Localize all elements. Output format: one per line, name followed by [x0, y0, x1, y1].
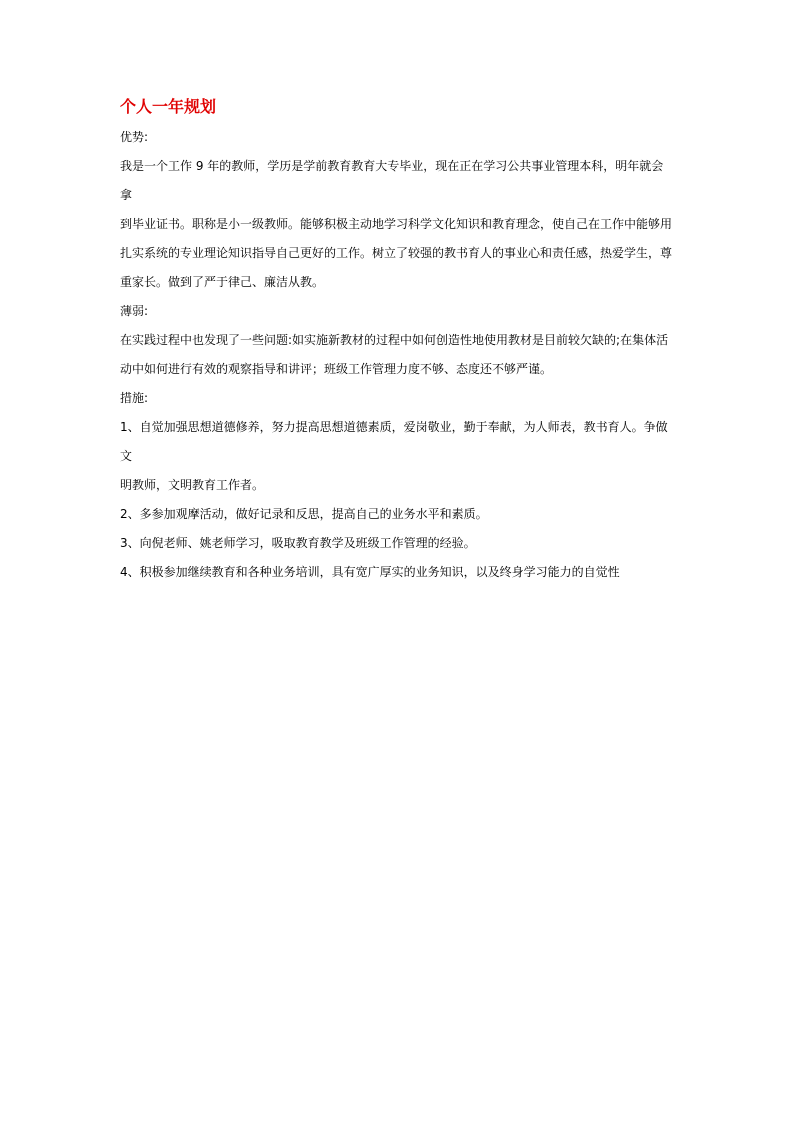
section-heading-measures: 措施: [120, 391, 149, 405]
section-strengths [120, 123, 675, 297]
list-item: 1、自觉加强思想道德修养，努力提高思想道德素质，爱岗敬业，勤于奉献，为人师表，教书育人。争做文 [120, 420, 668, 463]
list-item: 明教师，文明教育工作者。 [120, 478, 265, 492]
document-title: 个人一年规划 [120, 97, 217, 116]
section-heading-strengths: 优势: [120, 130, 149, 144]
list-item: 2、多参加观摩活动，做好记录和反思，提高自己的业务水平和素质。 [120, 507, 488, 521]
document-body [120, 96, 675, 587]
section-heading-weaknesses: 薄弱: [120, 304, 149, 318]
list-item: 4、积极参加继续教育和各种业务培训，具有宽广厚实的业务知识，以及终身学习能力的自觉性 [120, 565, 620, 579]
paragraph-line: 重家长。做到了严于律己、廉洁从教。 [120, 275, 325, 289]
paragraph-line: 在实践过程中也发现了一些问题:如实施新教材的过程中如何创造性地使用教材是目前较欠缺的;在集体活 [120, 333, 669, 347]
list-item: 3、向倪老师、姚老师学习，吸取教育教学及班级工作管理的经验。 [120, 536, 476, 550]
paragraph-line: 动中如何进行有效的观察指导和讲评；班级工作管理力度不够、态度还不够严谨。 [120, 362, 553, 376]
paragraph-line: 到毕业证书。职称是小一级教师。能够积极主动地学习科学文化知识和教育理念，使自己在工作中能够用 [120, 217, 673, 231]
section-measures [120, 384, 675, 587]
paragraph-line: 扎实系统的专业理论知识指导自己更好的工作。树立了较强的教书育人的事业心和责任感，热爱学生，尊 [120, 246, 673, 260]
section-weaknesses [120, 297, 675, 384]
paragraph-line: 我是一个工作 9 年的教师，学历是学前教育教育大专毕业，现在正在学习公共事业管理本科，明年就会拿 [120, 159, 664, 202]
